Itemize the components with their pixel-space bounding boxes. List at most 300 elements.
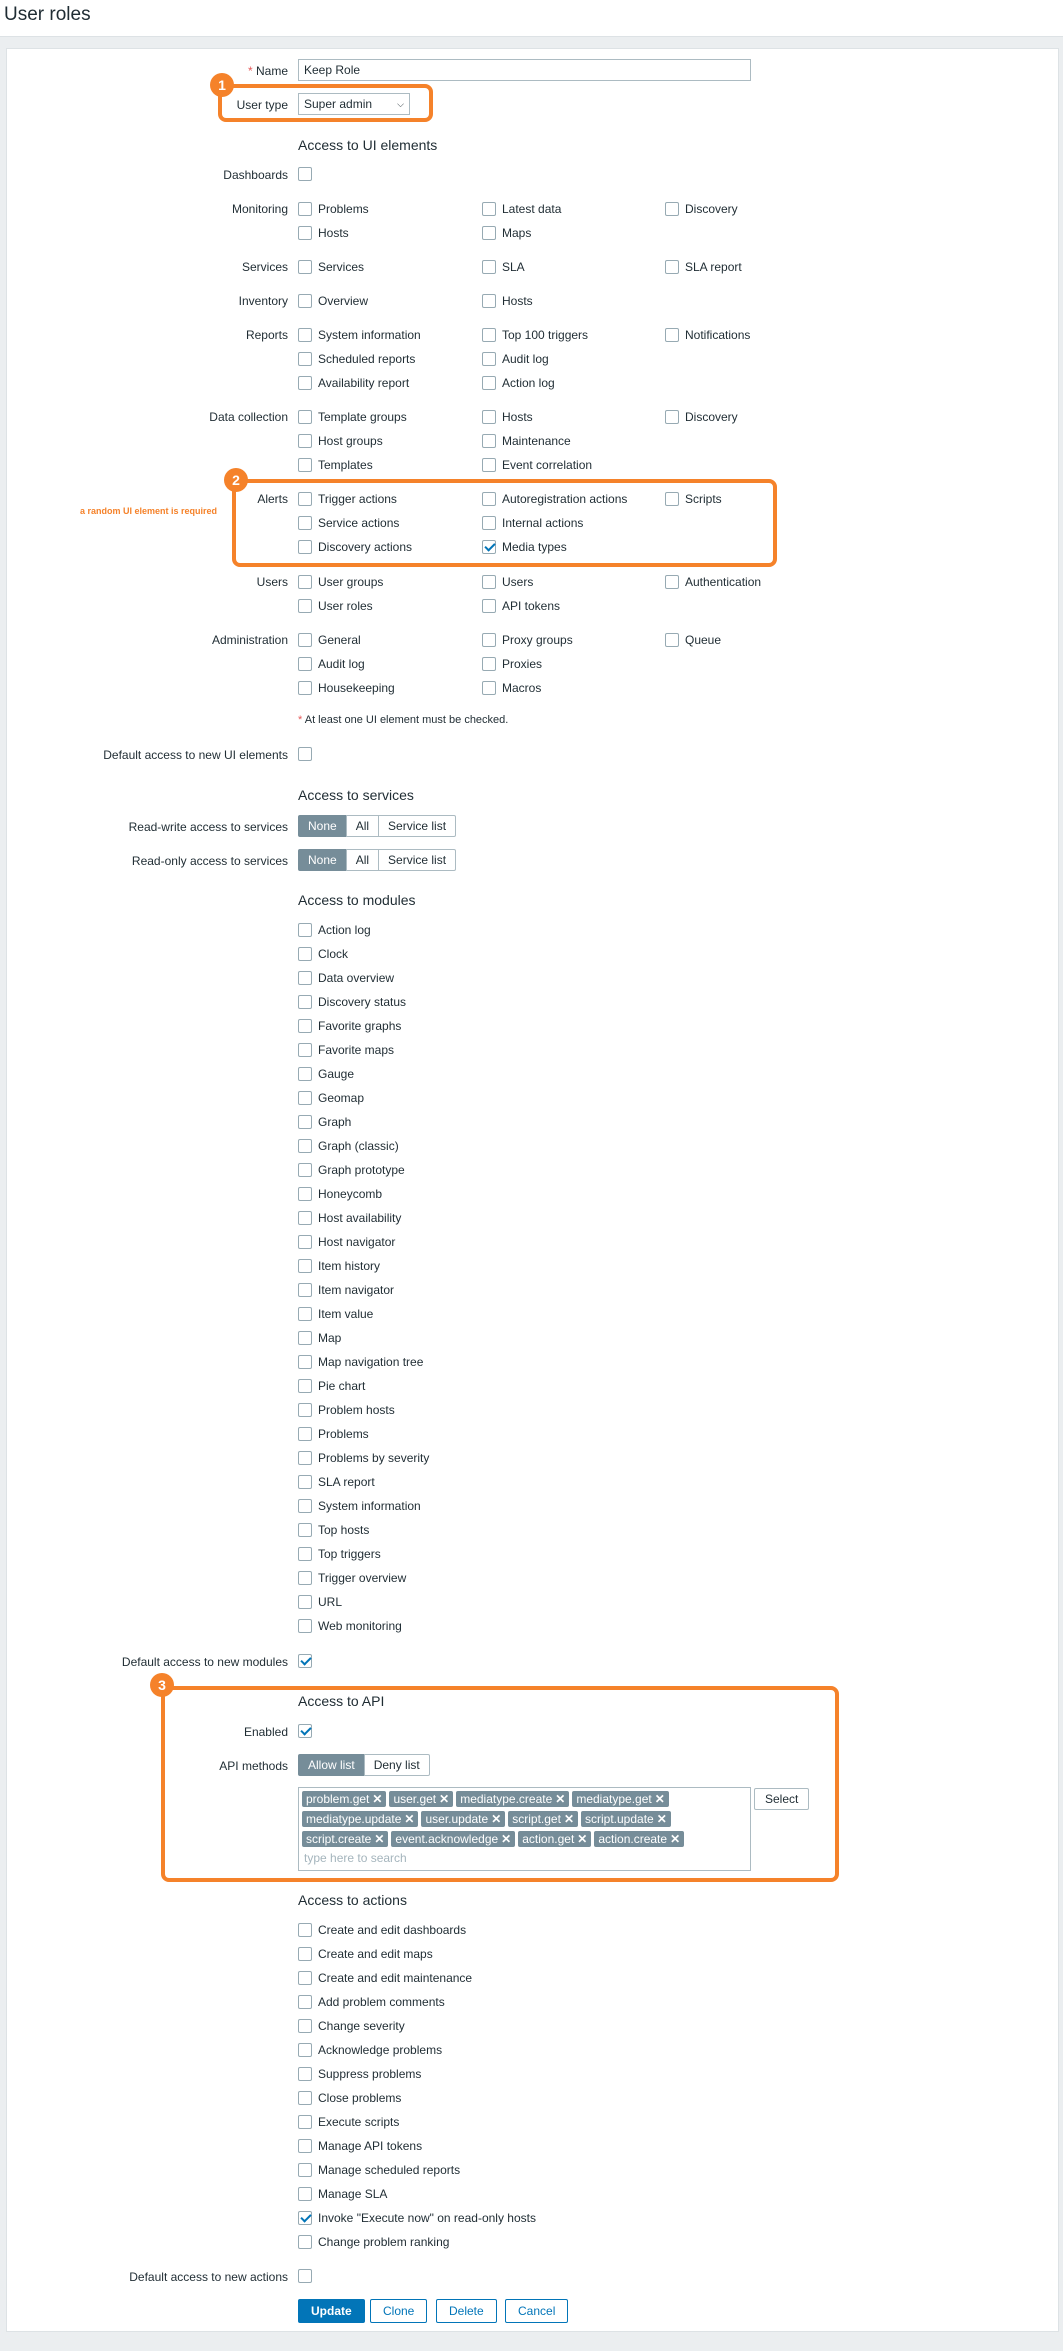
checkbox[interactable] <box>298 2043 312 2057</box>
action-item[interactable] <box>298 2210 536 2226</box>
api-section-title: Access to API <box>298 1693 385 1709</box>
checkbox-label: Item value <box>318 1307 374 1321</box>
remove-tag-icon[interactable]: ✕ <box>439 1792 450 1806</box>
ui-reports-item[interactable] <box>298 351 415 367</box>
ui-administration-item[interactable] <box>482 656 542 672</box>
checkbox[interactable] <box>298 2187 312 2201</box>
module-item[interactable] <box>298 1306 373 1322</box>
checkbox[interactable] <box>482 226 496 240</box>
checkbox[interactable] <box>298 1139 312 1153</box>
checkbox[interactable] <box>298 1115 312 1129</box>
checkbox[interactable] <box>298 947 312 961</box>
checkbox-label: Create and edit dashboards <box>318 1923 467 1937</box>
checkbox[interactable] <box>298 995 312 1009</box>
checkbox-label: Overview <box>318 294 369 308</box>
action-item[interactable] <box>298 2090 401 2106</box>
api-search-input[interactable]: type here to search <box>304 1851 407 1865</box>
ui-section-title: Access to UI elements <box>298 137 438 153</box>
checkbox-label: SLA <box>502 260 525 274</box>
checkbox-label: Proxies <box>502 657 543 671</box>
ui-services-item[interactable] <box>298 259 364 275</box>
checkbox[interactable] <box>298 633 312 647</box>
ui-inventory-item[interactable] <box>298 293 368 309</box>
clone-button[interactable]: Clone <box>370 2299 427 2323</box>
checkbox[interactable] <box>298 923 312 937</box>
module-item[interactable] <box>298 1018 401 1034</box>
module-item[interactable] <box>298 1282 394 1298</box>
checkbox[interactable] <box>298 1067 312 1081</box>
checkbox-label: Service actions <box>318 516 400 530</box>
checkbox[interactable] <box>298 1331 312 1345</box>
checkbox-label: Change severity <box>318 2019 405 2033</box>
remove-tag-icon[interactable]: ✕ <box>577 1832 588 1846</box>
checkbox[interactable] <box>298 1923 312 1937</box>
checkbox[interactable] <box>298 1475 312 1489</box>
action-item[interactable] <box>298 1994 445 2010</box>
remove-tag-icon[interactable]: ✕ <box>670 1832 681 1846</box>
checkbox-label: Hosts <box>502 294 533 308</box>
checkbox[interactable] <box>298 2091 312 2105</box>
checkbox[interactable] <box>298 1571 312 1585</box>
checkbox-label: SLA report <box>318 1475 375 1489</box>
checkbox-label: Autoregistration actions <box>502 492 628 506</box>
checkbox-label: Map <box>318 1331 342 1345</box>
checkbox[interactable] <box>482 410 496 424</box>
checkbox[interactable] <box>298 1499 312 1513</box>
api-method-tag-label: mediatype.create <box>460 1792 553 1806</box>
checkbox-label: Host navigator <box>318 1235 396 1249</box>
checkbox[interactable] <box>298 2139 312 2153</box>
checkbox-label: Add problem comments <box>318 1995 445 2009</box>
checkbox[interactable] <box>482 328 496 342</box>
checkbox[interactable] <box>482 657 496 671</box>
checkbox-label: Services <box>318 260 365 274</box>
rw-service-list-option[interactable]: Service list <box>378 815 456 837</box>
checkbox[interactable] <box>298 352 312 366</box>
inventory-label: Inventory <box>238 294 288 308</box>
update-button[interactable]: Update <box>298 2299 365 2323</box>
checkbox-label: Manage scheduled reports <box>318 2163 461 2177</box>
highlight-box-1 <box>218 84 433 122</box>
checkbox[interactable] <box>298 681 312 695</box>
checkbox-label: Host groups <box>318 434 383 448</box>
module-item[interactable] <box>298 1234 395 1250</box>
enabled-label: Enabled <box>243 1725 288 1739</box>
ui-monitoring-item[interactable] <box>298 225 349 241</box>
checkbox-label: Authentication <box>685 575 762 589</box>
checkbox[interactable] <box>298 1947 312 1961</box>
checkbox-label: Notifications <box>685 328 751 342</box>
checkbox-label: Change problem ranking <box>318 2235 450 2249</box>
module-item[interactable] <box>298 1354 423 1370</box>
checkbox[interactable] <box>665 260 679 274</box>
ui-data-collection-item[interactable] <box>298 433 383 449</box>
checkbox[interactable] <box>298 410 312 424</box>
checkbox-label: Web monitoring <box>318 1619 402 1633</box>
checkbox-label: Scripts <box>685 492 722 506</box>
checkbox-label: Queue <box>685 633 722 647</box>
api-method-tag-label: script.get <box>512 1812 561 1826</box>
checkbox-label: Clock <box>318 947 349 961</box>
module-item[interactable] <box>298 1594 342 1610</box>
rw-services-segmented <box>298 815 456 837</box>
checkbox-label: Availability report <box>318 376 410 390</box>
action-item[interactable] <box>298 1922 466 1938</box>
checkbox-label: Proxy groups <box>502 633 573 647</box>
ui-data-collection-item[interactable] <box>665 409 738 425</box>
rw-all-option[interactable]: All <box>346 815 379 837</box>
checkbox-label: Trigger overview <box>318 1571 407 1585</box>
checkbox-label: Host availability <box>318 1211 402 1225</box>
checkbox[interactable] <box>298 1619 312 1633</box>
checkbox-label: Action log <box>318 923 371 937</box>
ui-services-item[interactable] <box>665 259 742 275</box>
annotation-note-2: a random UI element is required <box>80 506 218 516</box>
module-item[interactable] <box>298 1498 421 1514</box>
name-input[interactable]: Keep Role <box>298 59 751 81</box>
checkbox[interactable] <box>482 376 496 390</box>
checkbox-label: User groups <box>318 575 384 589</box>
ui-users-item[interactable] <box>482 598 560 614</box>
checkbox[interactable] <box>298 1355 312 1369</box>
checkbox[interactable] <box>298 1283 312 1297</box>
ui-monitoring-item[interactable] <box>298 201 369 217</box>
checkbox-label: Discovery <box>685 410 738 424</box>
ro-services-segmented <box>298 849 456 871</box>
checkbox-label: Internal actions <box>502 516 584 530</box>
checkbox-label: Pie chart <box>318 1379 366 1393</box>
checkbox[interactable] <box>298 458 312 472</box>
checkbox[interactable] <box>298 1259 312 1273</box>
delete-button[interactable]: Delete <box>436 2299 497 2323</box>
checkbox[interactable] <box>298 1091 312 1105</box>
checkbox[interactable] <box>482 458 496 472</box>
highlight-box-2 <box>232 479 777 567</box>
checkbox[interactable] <box>482 352 496 366</box>
checkbox[interactable] <box>298 1163 312 1177</box>
module-item[interactable] <box>298 1258 380 1274</box>
checkbox[interactable] <box>482 681 496 695</box>
action-item[interactable] <box>298 2018 405 2034</box>
checkbox-label: Problems by severity <box>318 1451 430 1465</box>
api-method-tag-label: event.acknowledge <box>395 1832 499 1846</box>
reports-label: Reports <box>245 328 288 342</box>
checkbox-label: Hosts <box>502 410 533 424</box>
module-item[interactable] <box>298 1210 401 1226</box>
checkbox[interactable] <box>298 2115 312 2129</box>
module-item[interactable] <box>298 1378 365 1394</box>
api-method-tag-label: action.get <box>522 1832 575 1846</box>
checkbox-label: URL <box>318 1595 343 1609</box>
highlight-box-3 <box>161 1686 839 1882</box>
module-item[interactable] <box>298 1618 402 1634</box>
checkbox-label: Suppress problems <box>318 2067 422 2081</box>
cancel-button[interactable]: Cancel <box>505 2299 568 2323</box>
checkbox[interactable] <box>482 294 496 308</box>
checkbox[interactable] <box>298 1235 312 1249</box>
ui-administration-item[interactable] <box>482 632 573 648</box>
checkbox-label: Favorite graphs <box>318 1019 402 1033</box>
ui-reports-item[interactable] <box>482 375 555 391</box>
ui-users-item[interactable] <box>298 598 373 614</box>
action-item[interactable] <box>298 2186 387 2202</box>
checkbox[interactable] <box>298 1211 312 1225</box>
checkbox-label: SLA report <box>685 260 742 274</box>
rw-none-option[interactable]: None <box>298 815 347 837</box>
ui-data-collection-item[interactable] <box>482 433 571 449</box>
checkbox[interactable] <box>298 2067 312 2081</box>
dashboards-label: Dashboards <box>223 168 288 182</box>
action-item[interactable] <box>298 2138 422 2154</box>
checkbox[interactable] <box>298 1547 312 1561</box>
action-item[interactable] <box>298 2162 460 2178</box>
checkbox[interactable] <box>482 633 496 647</box>
ui-data-collection-item[interactable] <box>298 409 407 425</box>
administration-label: Administration <box>211 633 288 647</box>
remove-tag-icon[interactable]: ✕ <box>563 1812 574 1826</box>
ui-reports-item[interactable] <box>665 327 750 343</box>
ui-administration-item[interactable] <box>298 656 365 672</box>
remove-tag-icon[interactable]: ✕ <box>654 1792 665 1806</box>
module-item[interactable] <box>298 1546 381 1562</box>
module-item[interactable] <box>298 970 394 986</box>
remove-tag-icon[interactable]: ✕ <box>555 1792 566 1806</box>
module-item[interactable] <box>298 1570 406 1586</box>
checkbox[interactable] <box>298 226 312 240</box>
default-actions-label: Default access to new actions <box>129 2270 288 2284</box>
module-item[interactable] <box>298 1402 395 1418</box>
action-item[interactable] <box>298 1946 433 1962</box>
checkbox[interactable] <box>298 376 312 390</box>
checkbox[interactable] <box>665 633 679 647</box>
ui-administration-item[interactable] <box>665 632 721 648</box>
module-item[interactable] <box>298 994 406 1010</box>
module-item[interactable] <box>298 1090 364 1106</box>
api-method-tag-label: script.create <box>306 1832 372 1846</box>
default-ui-label: Default access to new UI elements <box>103 748 288 762</box>
checkbox[interactable] <box>298 434 312 448</box>
action-item[interactable] <box>298 2066 421 2082</box>
remove-tag-icon[interactable]: ✕ <box>491 1812 502 1826</box>
api-method-tag-label: problem.get <box>306 1792 370 1806</box>
checkbox[interactable] <box>665 575 679 589</box>
annotation-badge-3: 3 <box>150 1673 174 1697</box>
checkbox-label: Event correlation <box>502 458 593 472</box>
checkbox-label: Top 100 triggers <box>502 328 589 342</box>
ui-administration-item[interactable] <box>298 680 395 696</box>
checkbox[interactable] <box>298 294 312 308</box>
checkbox[interactable] <box>298 1595 312 1609</box>
action-item[interactable] <box>298 2042 442 2058</box>
module-item[interactable] <box>298 1066 354 1082</box>
checkbox[interactable] <box>298 2211 312 2225</box>
monitoring-label: Monitoring <box>231 202 288 216</box>
checkbox-label: System information <box>318 1499 421 1513</box>
checkbox[interactable] <box>298 599 312 613</box>
ui-services-item[interactable] <box>482 259 525 275</box>
ui-reports-item[interactable] <box>298 327 421 343</box>
ui-users-item[interactable] <box>482 574 533 590</box>
checkbox[interactable] <box>482 575 496 589</box>
checkbox[interactable] <box>298 1403 312 1417</box>
ui-reports-item[interactable] <box>298 375 409 391</box>
checkbox[interactable] <box>298 1971 312 1985</box>
checkbox[interactable] <box>298 1187 312 1201</box>
checkbox[interactable] <box>298 1043 312 1057</box>
checkbox-label: Hosts <box>318 226 349 240</box>
checkbox-label: Favorite maps <box>318 1043 395 1057</box>
api-methods-label: API methods <box>219 1759 288 1773</box>
checkbox[interactable] <box>482 434 496 448</box>
checkbox-label: Discovery actions <box>318 540 413 554</box>
checkbox-label: Graph (classic) <box>318 1139 399 1153</box>
ui-reports-item[interactable] <box>482 351 549 367</box>
ui-users-item[interactable] <box>665 574 761 590</box>
checkbox-label: Template groups <box>318 410 407 424</box>
ro-none-option[interactable]: None <box>298 849 347 871</box>
user-type-label: User type <box>236 98 288 112</box>
ro-all-option[interactable]: All <box>346 849 379 871</box>
checkbox[interactable] <box>298 1379 312 1393</box>
checkbox-label: Data overview <box>318 971 395 985</box>
data-collection-label: Data collection <box>209 410 288 424</box>
checkbox-label: Problem hosts <box>318 1403 395 1417</box>
checkbox-label: Latest data <box>502 202 562 216</box>
checkbox[interactable] <box>298 971 312 985</box>
checkbox[interactable] <box>665 328 679 342</box>
default-ui-checkbox[interactable] <box>298 747 312 761</box>
checkbox-label: Map navigation tree <box>318 1355 424 1369</box>
api-method-tag-label: user.update <box>425 1812 489 1826</box>
module-item[interactable] <box>298 1522 369 1538</box>
checkbox-label: Create and edit maps <box>318 1947 433 1961</box>
checkbox-label: Templates <box>318 458 373 472</box>
remove-tag-icon[interactable]: ✕ <box>372 1792 383 1806</box>
checkbox-label: Housekeeping <box>318 681 395 695</box>
checkbox-label: User roles <box>318 599 373 613</box>
ui-administration-item[interactable] <box>482 680 541 696</box>
checkbox-label: Gauge <box>318 1067 355 1081</box>
checkbox-label: Top hosts <box>318 1523 370 1537</box>
ui-administration-item[interactable] <box>298 632 361 648</box>
checkbox[interactable] <box>298 657 312 671</box>
checkbox-label: Create and edit maintenance <box>318 1971 473 1985</box>
checkbox-label: Problems <box>318 1427 369 1441</box>
module-item[interactable] <box>298 1138 399 1154</box>
checkbox-label: Maps <box>502 226 532 240</box>
checkbox[interactable] <box>482 260 496 274</box>
services-section-title: Access to services <box>298 787 414 803</box>
module-item[interactable] <box>298 1474 375 1490</box>
default-modules-label: Default access to new modules <box>121 1655 288 1669</box>
checkbox[interactable] <box>482 202 496 216</box>
checkbox[interactable] <box>298 1019 312 1033</box>
checkbox[interactable] <box>298 1427 312 1441</box>
action-item[interactable] <box>298 2234 449 2250</box>
module-item[interactable] <box>298 1114 351 1130</box>
module-item[interactable] <box>298 922 371 938</box>
remove-tag-icon[interactable]: ✕ <box>404 1812 415 1826</box>
action-item[interactable] <box>298 2114 399 2130</box>
ui-data-collection-item[interactable] <box>298 457 373 473</box>
ui-data-collection-item[interactable] <box>482 457 592 473</box>
ui-inventory-item[interactable] <box>482 293 533 309</box>
module-item[interactable] <box>298 1186 382 1202</box>
checkbox-label: Users <box>502 575 534 589</box>
deny-list-option[interactable]: Deny list <box>364 1754 430 1776</box>
ui-data-collection-item[interactable] <box>482 409 533 425</box>
default-actions-checkbox[interactable] <box>298 2269 312 2283</box>
actions-section-title: Access to actions <box>298 1892 407 1908</box>
checkbox[interactable] <box>298 1307 312 1321</box>
checkbox-label: System information <box>318 328 421 342</box>
alerts-label: Alerts <box>257 492 288 506</box>
checkbox-label: Execute scripts <box>318 2115 400 2129</box>
module-item[interactable] <box>298 1162 405 1178</box>
checkbox[interactable] <box>298 575 312 589</box>
checkbox-label: Invoke "Execute now" on read-only hosts <box>318 2211 536 2225</box>
annotation-badge-1: 1 <box>210 73 234 97</box>
annotation-badge-2: 2 <box>224 468 248 492</box>
module-item[interactable] <box>298 1426 369 1442</box>
action-item[interactable] <box>298 1970 472 1986</box>
ui-monitoring-item[interactable] <box>482 225 531 241</box>
checkbox-label: Trigger actions <box>318 492 397 506</box>
ui-users-item[interactable] <box>298 574 383 590</box>
dashboards-checkbox[interactable] <box>298 167 312 181</box>
checkbox-label: Graph prototype <box>318 1163 405 1177</box>
module-item[interactable] <box>298 946 348 962</box>
checkbox[interactable] <box>298 1523 312 1537</box>
checkbox[interactable] <box>482 599 496 613</box>
module-item[interactable] <box>298 1042 394 1058</box>
checkbox[interactable] <box>298 260 312 274</box>
checkbox-label: Item navigator <box>318 1283 395 1297</box>
ui-reports-item[interactable] <box>482 327 588 343</box>
page-header <box>0 0 1063 37</box>
remove-tag-icon[interactable]: ✕ <box>501 1832 512 1846</box>
checkbox[interactable] <box>298 2163 312 2177</box>
checkbox-label: Manage API tokens <box>318 2139 423 2153</box>
allow-list-option[interactable]: Allow list <box>298 1754 365 1776</box>
checkbox-label: Honeycomb <box>318 1187 383 1201</box>
checkbox-label: Maintenance <box>502 434 571 448</box>
checkbox[interactable] <box>298 328 312 342</box>
name-label: * Name <box>247 64 288 78</box>
remove-tag-icon[interactable]: ✕ <box>656 1812 667 1826</box>
checkbox-label: Close problems <box>318 2091 402 2105</box>
checkbox[interactable] <box>665 410 679 424</box>
checkbox[interactable] <box>298 2235 312 2249</box>
chevron-down-icon: ⌵ <box>397 99 404 109</box>
checkbox-label: Acknowledge problems <box>318 2043 443 2057</box>
checkbox[interactable] <box>298 202 312 216</box>
checkbox[interactable] <box>298 1451 312 1465</box>
checkbox[interactable] <box>298 1995 312 2009</box>
checkbox[interactable] <box>298 2019 312 2033</box>
ui-monitoring-item[interactable] <box>665 201 738 217</box>
module-item[interactable] <box>298 1450 429 1466</box>
ro-service-list-option[interactable]: Service list <box>378 849 456 871</box>
remove-tag-icon[interactable]: ✕ <box>374 1832 385 1846</box>
api-method-tag-label: mediatype.update <box>306 1812 402 1826</box>
api-method-tag-label: mediatype.get <box>576 1792 652 1806</box>
checkbox[interactable] <box>665 202 679 216</box>
ui-monitoring-item[interactable] <box>482 201 561 217</box>
module-item[interactable] <box>298 1330 341 1346</box>
api-select-button[interactable]: Select <box>754 1788 809 1810</box>
default-modules-checkbox[interactable] <box>298 1654 312 1668</box>
